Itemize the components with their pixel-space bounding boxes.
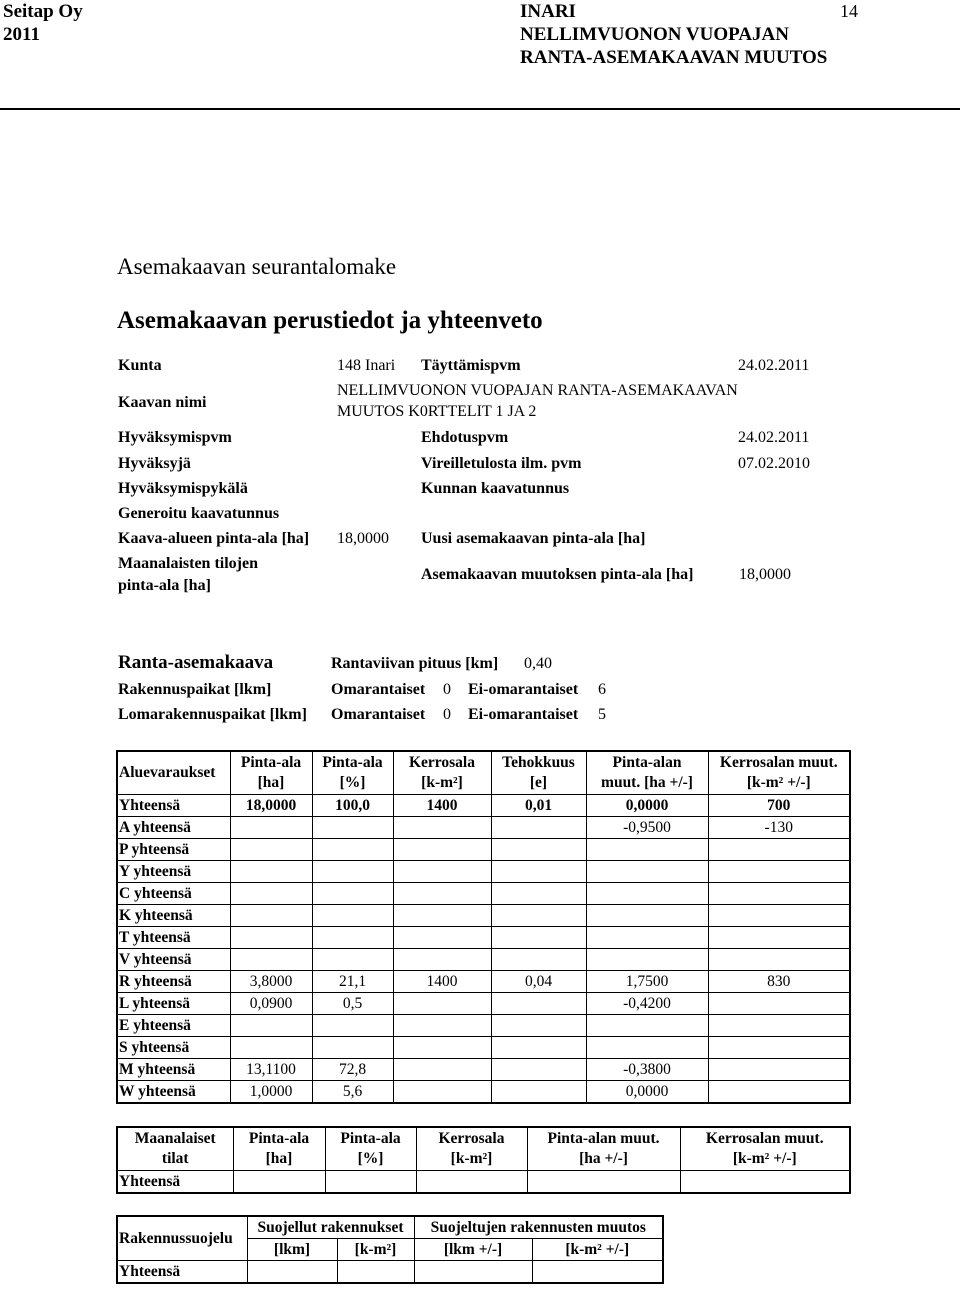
table-cell: 0,01 bbox=[491, 795, 586, 817]
column-header bbox=[708, 751, 850, 795]
row-label: V yhteensä bbox=[117, 949, 230, 971]
rak-omarantaiset-label: Omarantaiset bbox=[331, 681, 426, 698]
table-cell: -0,9500 bbox=[586, 817, 708, 839]
table-cell: 1400 bbox=[393, 795, 491, 817]
sub-km2-change: [k-m² +/-] bbox=[532, 1239, 663, 1261]
maanalaiset-label-line1: Maanalaisten tilojen bbox=[118, 555, 258, 572]
column-header bbox=[393, 751, 491, 795]
company-name: Seitap Oy bbox=[3, 1, 83, 22]
table-cell bbox=[491, 817, 586, 839]
table-cell bbox=[337, 1261, 414, 1284]
table-cell bbox=[416, 1171, 527, 1194]
hyvaksymispvm-label: Hyväksymispvm bbox=[118, 429, 232, 446]
rak-ei-omarantaiset-label: Ei-omarantaiset bbox=[468, 681, 579, 698]
column-header-line1: Aluevaraukset bbox=[119, 764, 216, 781]
rakennussuojelu-label: Rakennussuojelu bbox=[117, 1216, 247, 1261]
maanalaiset-table bbox=[116, 1126, 851, 1194]
loma-omarantaiset-label: Omarantaiset bbox=[331, 706, 426, 723]
column-header bbox=[117, 1127, 233, 1171]
loma-ei-omarantaiset-label: Ei-omarantaiset bbox=[468, 706, 579, 723]
table-cell: 0,04 bbox=[491, 971, 586, 993]
table-cell bbox=[708, 883, 850, 905]
table-cell: 1,0000 bbox=[230, 1081, 312, 1104]
row-label: P yhteensä bbox=[117, 839, 230, 861]
table-cell bbox=[708, 1059, 850, 1081]
column-header-line1: Pinta-ala bbox=[340, 1130, 401, 1147]
table-row bbox=[117, 839, 850, 861]
table-cell bbox=[325, 1171, 416, 1194]
row-label: R yhteensä bbox=[117, 971, 230, 993]
column-header bbox=[586, 751, 708, 795]
table-cell bbox=[586, 1037, 708, 1059]
kunta-value: 148 Inari bbox=[337, 357, 396, 374]
table-cell bbox=[230, 839, 312, 861]
table-cell bbox=[230, 1015, 312, 1037]
table-cell bbox=[491, 861, 586, 883]
table-cell bbox=[230, 817, 312, 839]
row-label: L yhteensä bbox=[117, 993, 230, 1015]
table-cell bbox=[230, 1037, 312, 1059]
loma-ei-omarantaiset-value: 5 bbox=[598, 706, 606, 723]
table-cell bbox=[708, 861, 850, 883]
table-cell bbox=[312, 817, 393, 839]
table-cell bbox=[393, 1037, 491, 1059]
table-row bbox=[117, 971, 850, 993]
table-cell bbox=[312, 1037, 393, 1059]
hyvaksymispykala-label: Hyväksymispykälä bbox=[118, 480, 248, 497]
table-cell bbox=[708, 1015, 850, 1037]
table-cell: 0,5 bbox=[312, 993, 393, 1015]
header-rule bbox=[0, 108, 960, 110]
table-cell bbox=[393, 905, 491, 927]
table-cell bbox=[491, 1081, 586, 1104]
table-cell bbox=[491, 1015, 586, 1037]
row-label: Yhteensä bbox=[117, 795, 230, 817]
table-cell bbox=[708, 949, 850, 971]
row-label: C yhteensä bbox=[117, 883, 230, 905]
aluevaraukset-table bbox=[116, 750, 851, 1104]
table-row bbox=[117, 949, 850, 971]
kaavan-nimi-label: Kaavan nimi bbox=[118, 394, 207, 411]
column-header-line1: Pinta-alan muut. bbox=[547, 1130, 660, 1147]
table-cell bbox=[708, 993, 850, 1015]
table-cell bbox=[708, 905, 850, 927]
table-cell bbox=[312, 883, 393, 905]
muutos-value: 18,0000 bbox=[739, 566, 791, 583]
table-cell bbox=[491, 1059, 586, 1081]
rak-omarantaiset-value: 0 bbox=[443, 681, 451, 698]
vireille-label: Vireilletulosta ilm. pvm bbox=[421, 455, 582, 472]
table-cell: 0,0000 bbox=[586, 795, 708, 817]
column-header bbox=[312, 751, 393, 795]
table-cell bbox=[708, 1081, 850, 1104]
column-header bbox=[491, 751, 586, 795]
rak-ei-omarantaiset-value: 6 bbox=[598, 681, 606, 698]
table-cell bbox=[586, 839, 708, 861]
table-cell: 700 bbox=[708, 795, 850, 817]
column-header-line1: Tehokkuus bbox=[502, 754, 575, 771]
loma-omarantaiset-value: 0 bbox=[443, 706, 451, 723]
column-header-line1: Kerrosalan muut. bbox=[705, 1130, 824, 1147]
kunnan-kaavatunnus-label: Kunnan kaavatunnus bbox=[421, 480, 570, 497]
form-subtitle: Asemakaavan perustiedot ja yhteenveto bbox=[117, 307, 543, 334]
table-cell bbox=[393, 839, 491, 861]
column-header-line1: Kerrosala bbox=[438, 1130, 505, 1147]
column-header-line1: Pinta-ala bbox=[322, 754, 383, 771]
table-cell bbox=[312, 905, 393, 927]
table-cell bbox=[393, 817, 491, 839]
table-row bbox=[117, 1081, 850, 1104]
table-cell bbox=[393, 1015, 491, 1037]
table-cell: 5,6 bbox=[312, 1081, 393, 1104]
vireille-value: 07.02.2010 bbox=[738, 455, 810, 472]
table-cell: 3,8000 bbox=[230, 971, 312, 993]
kaavan-nimi-line1: NELLIMVUONON VUOPAJAN RANTA-ASEMAKAAVAN bbox=[337, 382, 738, 399]
column-header-line2: muut. [ha +/-] bbox=[601, 774, 693, 791]
row-label: Y yhteensä bbox=[117, 861, 230, 883]
kunta-label: Kunta bbox=[118, 357, 162, 374]
column-header-line2: [%] bbox=[357, 1150, 384, 1167]
table-cell bbox=[491, 883, 586, 905]
column-header-line2: [%] bbox=[339, 774, 366, 791]
table-cell bbox=[230, 861, 312, 883]
sub-km2: [k-m²] bbox=[337, 1239, 414, 1261]
table-cell bbox=[708, 927, 850, 949]
muutos-label: Asemakaavan muutoksen pinta-ala [ha] bbox=[421, 566, 694, 583]
column-header-line2: [k-m²] bbox=[450, 1150, 493, 1167]
table-cell bbox=[312, 949, 393, 971]
row-label: A yhteensä bbox=[117, 817, 230, 839]
table-cell bbox=[230, 905, 312, 927]
table-cell bbox=[491, 993, 586, 1015]
row-label: M yhteensä bbox=[117, 1059, 230, 1081]
table-cell bbox=[393, 927, 491, 949]
table-row bbox=[117, 1059, 850, 1081]
table-cell bbox=[230, 883, 312, 905]
table-cell bbox=[312, 839, 393, 861]
lomarakennuspaikat-label: Lomarakennuspaikat [lkm] bbox=[118, 706, 307, 723]
kaavan-nimi-line2: MUUTOS K0RTTELIT 1 JA 2 bbox=[337, 403, 537, 420]
tayttamispvm-value: 24.02.2011 bbox=[738, 357, 810, 374]
table-row bbox=[117, 883, 850, 905]
table-cell: 830 bbox=[708, 971, 850, 993]
column-header-line2: [ha] bbox=[257, 774, 285, 791]
table-cell: 100,0 bbox=[312, 795, 393, 817]
table-cell: 18,0000 bbox=[230, 795, 312, 817]
table-cell bbox=[230, 949, 312, 971]
kaava-alue-value: 18,0000 bbox=[337, 530, 389, 547]
generoitu-label: Generoitu kaavatunnus bbox=[118, 505, 280, 522]
table-row bbox=[117, 1015, 850, 1037]
row-label: T yhteensä bbox=[117, 927, 230, 949]
form-title: Asemakaavan seurantalomake bbox=[117, 254, 397, 279]
table-cell: -0,3800 bbox=[586, 1059, 708, 1081]
table-cell bbox=[414, 1261, 532, 1284]
uusi-label: Uusi asemakaavan pinta-ala [ha] bbox=[421, 530, 646, 547]
rantaviiva-value: 0,40 bbox=[524, 655, 552, 672]
row-label: W yhteensä bbox=[117, 1081, 230, 1104]
maanalaiset-label-line2: pinta-ala [ha] bbox=[118, 577, 211, 594]
hyvaksyja-label: Hyväksyjä bbox=[118, 455, 191, 472]
table-cell: -0,4200 bbox=[586, 993, 708, 1015]
table-cell: 0,0900 bbox=[230, 993, 312, 1015]
row-label: E yhteensä bbox=[117, 1015, 230, 1037]
column-header-line2: [ha] bbox=[265, 1150, 293, 1167]
table-cell bbox=[393, 883, 491, 905]
table-cell bbox=[586, 949, 708, 971]
table-cell bbox=[393, 993, 491, 1015]
table-row bbox=[117, 861, 850, 883]
table-cell bbox=[491, 949, 586, 971]
table-cell bbox=[312, 1015, 393, 1037]
page-number: 14 bbox=[840, 1, 858, 21]
ehdotuspvm-label: Ehdotuspvm bbox=[421, 429, 509, 446]
column-header-line1: Pinta-ala bbox=[248, 1130, 310, 1147]
header-row bbox=[117, 751, 850, 795]
table-cell bbox=[393, 861, 491, 883]
table-cell bbox=[532, 1261, 663, 1284]
table-cell bbox=[393, 1059, 491, 1081]
column-header-line1: Maanalaiset bbox=[134, 1130, 216, 1147]
tayttamispvm-label: Täyttämispvm bbox=[421, 357, 521, 374]
table-cell bbox=[230, 927, 312, 949]
ehdotuspvm-value: 24.02.2011 bbox=[738, 429, 810, 446]
table-cell bbox=[708, 1037, 850, 1059]
column-header-line2: [ha +/-] bbox=[579, 1150, 628, 1167]
table-cell: 0,0000 bbox=[586, 1081, 708, 1104]
header-title-line2: RANTA-ASEMAKAAVAN MUUTOS bbox=[520, 47, 828, 68]
column-header bbox=[230, 751, 312, 795]
column-header-line1: Kerrosalan muut. bbox=[719, 754, 838, 771]
table-cell bbox=[527, 1171, 680, 1194]
table-cell: 72,8 bbox=[312, 1059, 393, 1081]
rakennussuojelu-total-label: Yhteensä bbox=[117, 1261, 247, 1284]
suojellut-header: Suojellut rakennukset bbox=[247, 1216, 414, 1239]
table-cell bbox=[393, 1081, 491, 1104]
column-header-line1: Kerrosala bbox=[408, 754, 475, 771]
column-header-line1: Pinta-alan bbox=[612, 754, 682, 771]
header-place: INARI bbox=[520, 1, 576, 22]
column-header-line1: Pinta-ala bbox=[240, 754, 302, 771]
table-cell bbox=[233, 1171, 325, 1194]
table-cell bbox=[586, 1015, 708, 1037]
sub-lkm: [lkm] bbox=[247, 1239, 337, 1261]
table-cell bbox=[586, 905, 708, 927]
column-header bbox=[117, 751, 230, 795]
column-header-line2: tilat bbox=[161, 1150, 189, 1167]
table-cell: 13,1100 bbox=[230, 1059, 312, 1081]
column-header-line2: [e] bbox=[529, 774, 548, 791]
header-row bbox=[117, 1127, 850, 1171]
table-cell bbox=[312, 927, 393, 949]
row-label: S yhteensä bbox=[117, 1037, 230, 1059]
column-header bbox=[416, 1127, 527, 1171]
table-cell bbox=[312, 861, 393, 883]
table-row bbox=[117, 927, 850, 949]
table-row bbox=[117, 1171, 850, 1194]
table-row bbox=[117, 993, 850, 1015]
row-label: K yhteensä bbox=[117, 905, 230, 927]
table-cell bbox=[586, 927, 708, 949]
table-cell bbox=[586, 883, 708, 905]
column-header bbox=[325, 1127, 416, 1171]
table-cell bbox=[247, 1261, 337, 1284]
ranta-title: Ranta-asemakaava bbox=[118, 652, 274, 673]
table-cell: -130 bbox=[708, 817, 850, 839]
table-cell bbox=[491, 1037, 586, 1059]
header-title-line1: NELLIMVUONON VUOPAJAN bbox=[520, 24, 789, 45]
table-cell bbox=[708, 839, 850, 861]
rantaviiva-label: Rantaviivan pituus [km] bbox=[331, 655, 499, 672]
table-cell: 1400 bbox=[393, 971, 491, 993]
column-header-line2: [k-m² +/-] bbox=[746, 774, 811, 791]
header-year: 2011 bbox=[3, 24, 40, 45]
column-header-line2: [k-m²] bbox=[421, 774, 463, 791]
rakennuspaikat-label: Rakennuspaikat [lkm] bbox=[118, 681, 272, 698]
table-cell bbox=[491, 927, 586, 949]
column-header bbox=[527, 1127, 680, 1171]
column-header-line2: [k-m² +/-] bbox=[732, 1150, 797, 1167]
table-cell bbox=[491, 839, 586, 861]
sub-lkm-change: [lkm +/-] bbox=[414, 1239, 532, 1261]
table-row bbox=[117, 817, 850, 839]
row-label: Yhteensä bbox=[117, 1171, 233, 1194]
table-cell bbox=[680, 1171, 850, 1194]
table-row bbox=[117, 905, 850, 927]
table-row bbox=[117, 1037, 850, 1059]
column-header bbox=[680, 1127, 850, 1171]
suojeltujen-muutos-header: Suojeltujen rakennusten muutos bbox=[414, 1216, 663, 1239]
column-header bbox=[233, 1127, 325, 1171]
table-cell bbox=[491, 905, 586, 927]
table-row bbox=[117, 795, 850, 817]
table-cell: 21,1 bbox=[312, 971, 393, 993]
kaava-alue-label: Kaava-alueen pinta-ala [ha] bbox=[118, 530, 310, 547]
table-cell bbox=[586, 861, 708, 883]
rakennussuojelu-table bbox=[116, 1215, 664, 1284]
table-cell: 1,7500 bbox=[586, 971, 708, 993]
table-cell bbox=[393, 949, 491, 971]
